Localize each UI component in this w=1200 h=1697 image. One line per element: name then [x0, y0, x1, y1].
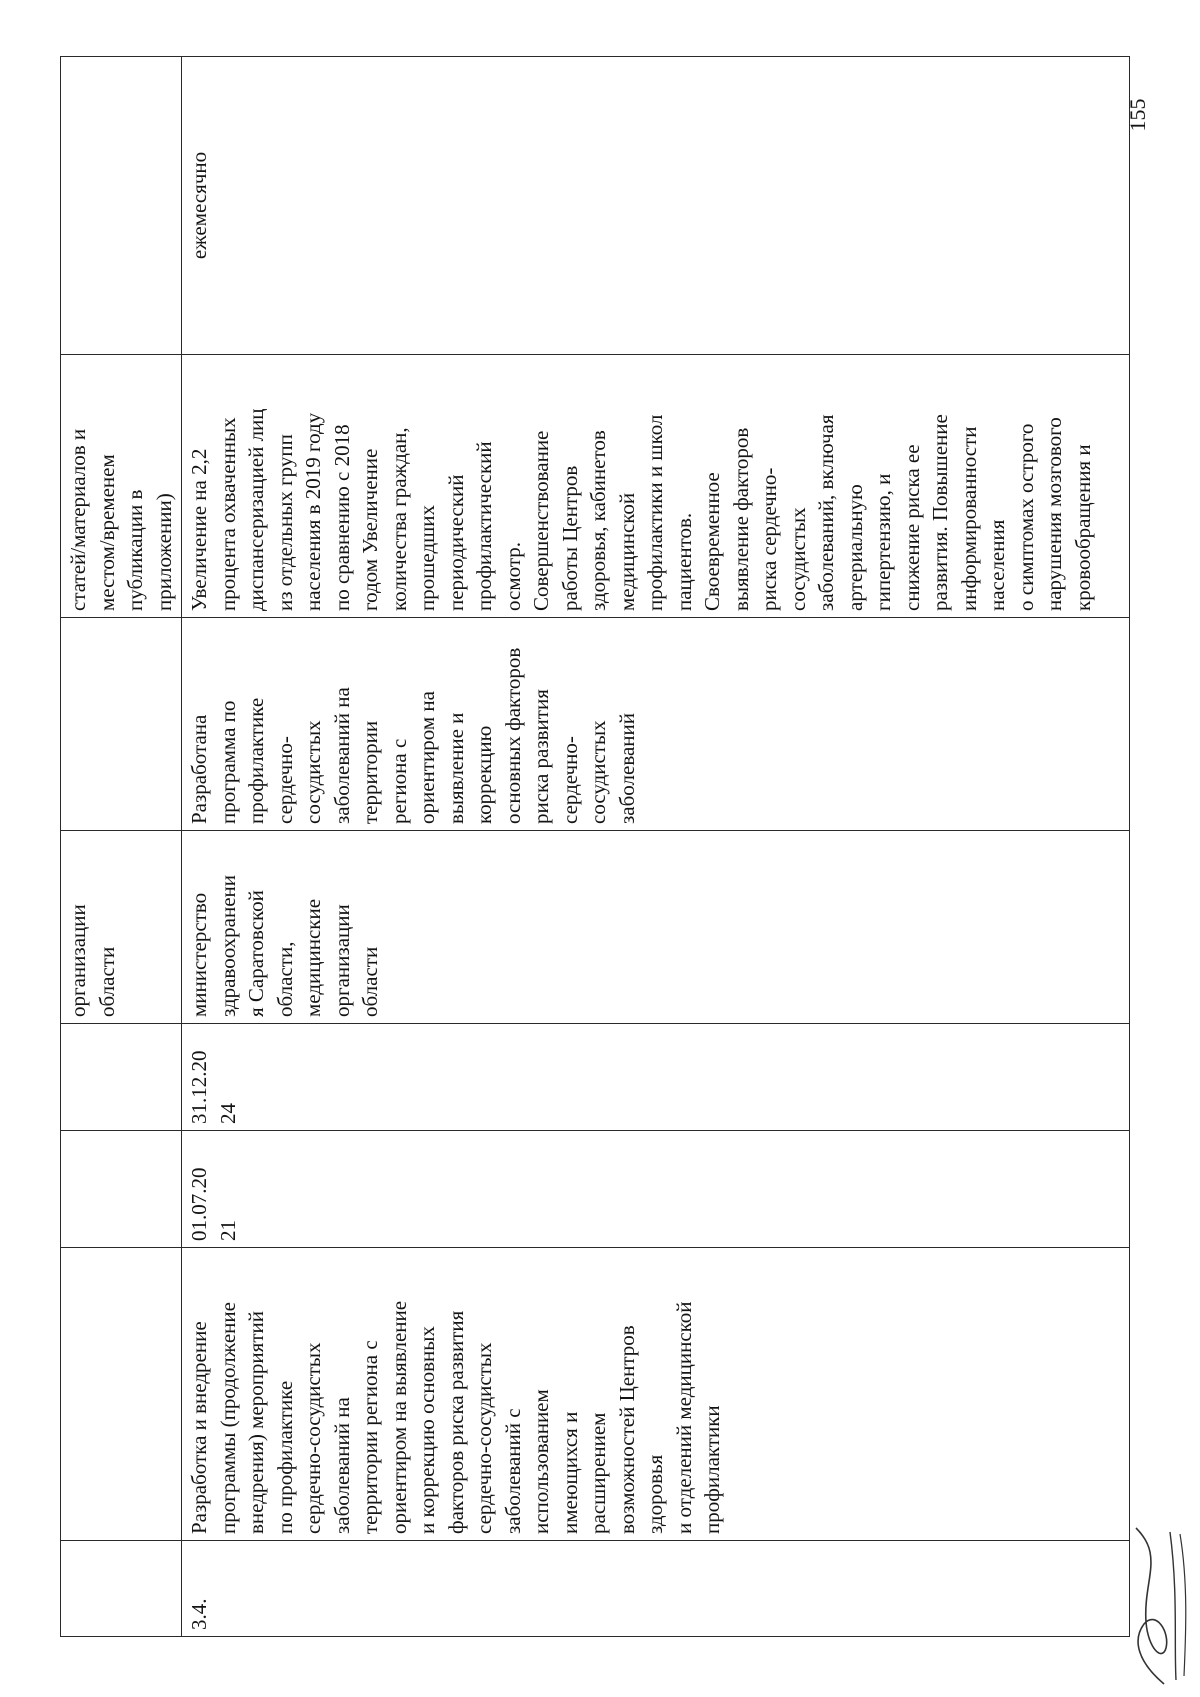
- cell-number-header: [61, 1541, 182, 1637]
- page-number: 155: [1125, 98, 1150, 132]
- activity-text: Разработка и внедрение программы (продолжение внедрения) мероприятий по профилактике сердечно-сосудистых заболеваний на территории региона с ориентиром на выявление и коррекцию основных факторов риска развития сердечно-сосудистых заболеваний с использованием имеющихся и расширением возможностей Центров здоровья и отделений медицинской профилактики: [182, 1248, 1130, 1541]
- result-text: Увеличение на 2,2 процента охваченных диспансеризацией лиц из отдельных групп населения в 2019 году по сравнению с 2018 годом Увеличение количества граждан, прошедших периодический профилактический осмотр. Совершенствование работы Центров здоровья, кабинетов медицинской профилактики и школ пациентов. Своевременное выявление факторов риска сердечно- сосудистых заболеваний, включая артериальную гипертензию, и снижение риска ее развития. Повышение информированности населения о симптомах острого нарушения мозгового кровообращения и: [182, 355, 1130, 618]
- characteristic-text: Разработана программа по профилактике сердечно- сосудистых заболеваний на территории региона с ориентиром на выявление и коррекцию основных факторов риска развития сердечно- сосудистых заболеваний: [182, 618, 1130, 831]
- cell-activity-header: [61, 1248, 182, 1541]
- signature-mark: [1120, 1522, 1200, 1692]
- table-row: [61, 57, 182, 1637]
- cell-frequency-header: [61, 57, 182, 355]
- cell-start-header: [61, 1131, 182, 1248]
- cell-result-header: статей/материалов и местом/временем публикации в приложении): [61, 355, 182, 618]
- row-number: 3.4.: [182, 1541, 1130, 1637]
- frequency-text: ежемесячно: [182, 57, 1130, 355]
- cell-responsible-header: организации области: [61, 831, 182, 1024]
- cell-characteristic-header: [61, 618, 182, 831]
- start-date: 01.07.20 21: [182, 1131, 1130, 1248]
- end-date: 31.12.20 24: [182, 1024, 1130, 1131]
- responsible-text: министерство здравоохранени я Саратовской области, медицинские организации области: [182, 831, 1130, 1024]
- table-row: [182, 57, 1130, 1637]
- plan-table: [60, 56, 1130, 1637]
- cell-end-header: [61, 1024, 182, 1131]
